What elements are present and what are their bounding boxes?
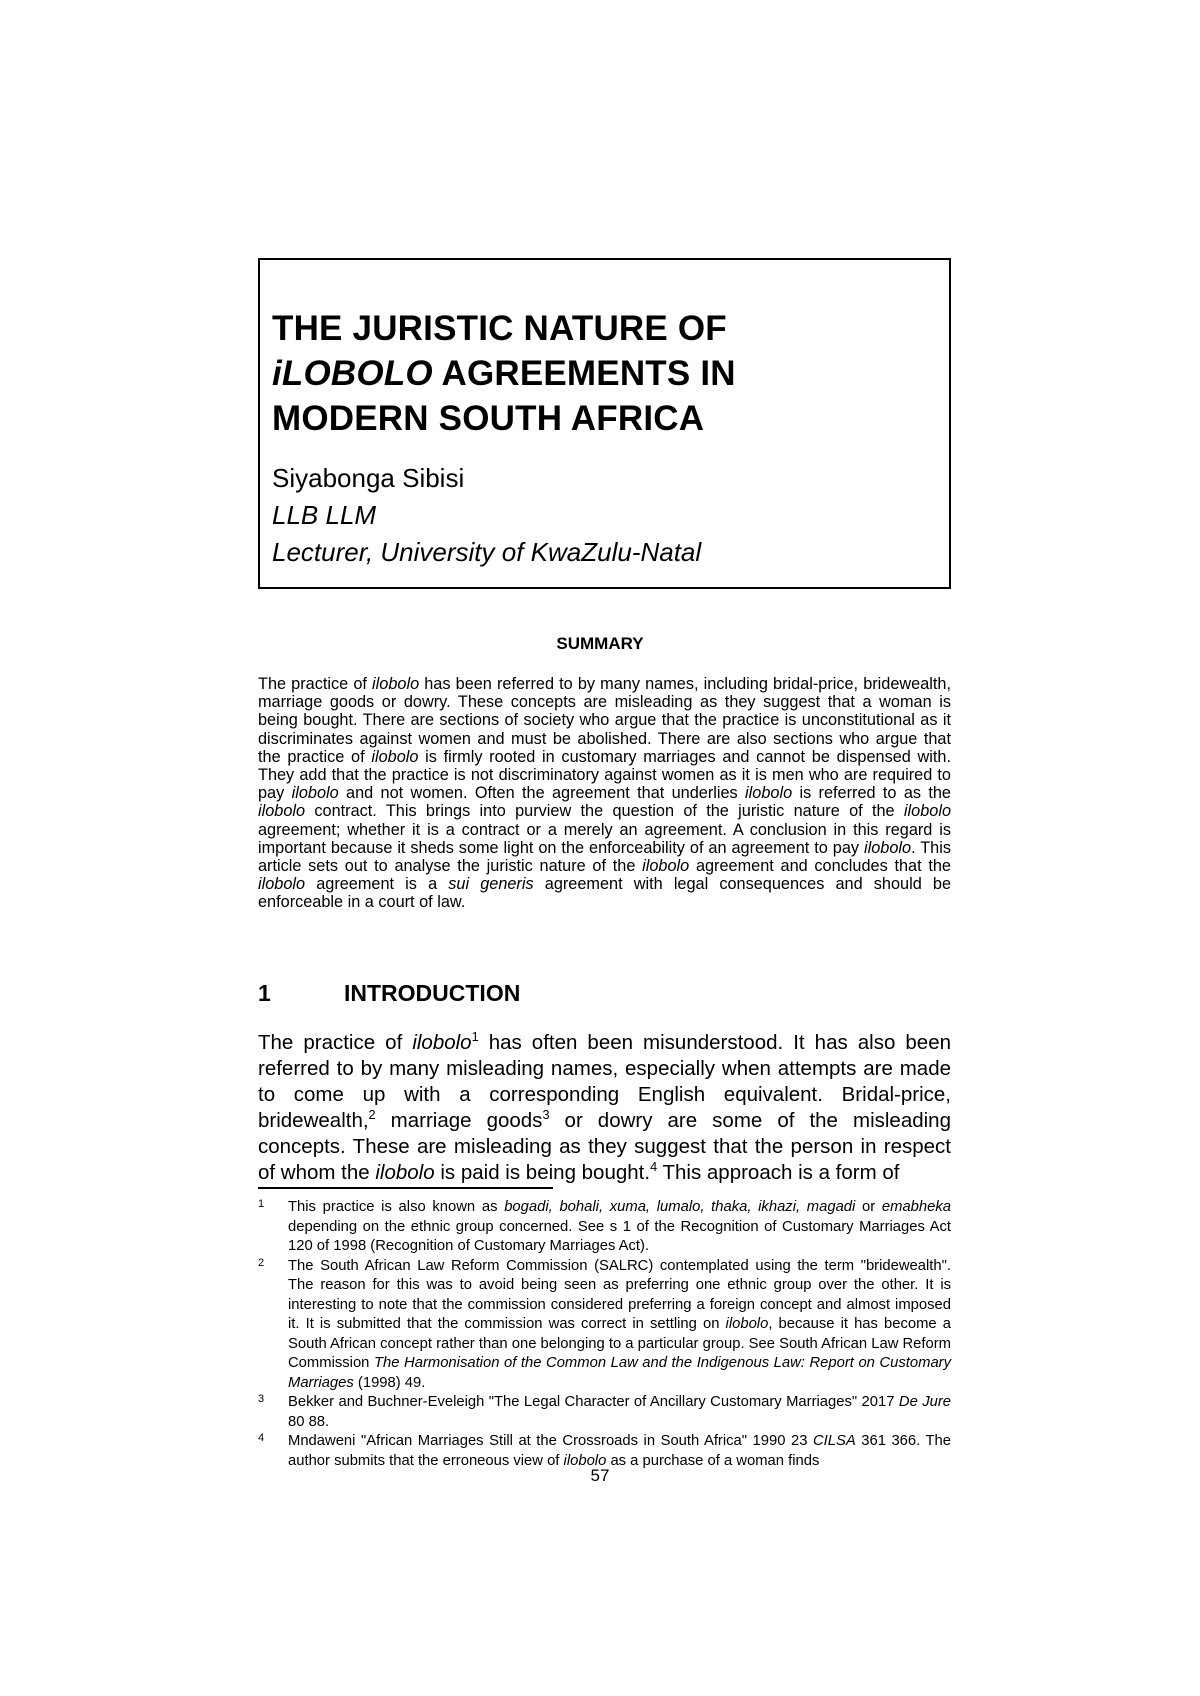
footnote-ref-2[interactable]: 2 bbox=[368, 1107, 376, 1123]
article-title bbox=[272, 306, 736, 441]
footnote-number: 3 bbox=[258, 1393, 265, 1405]
author-affiliation: Lecturer, University of KwaZulu-Natal bbox=[272, 537, 702, 567]
page-number: 57 bbox=[590, 1466, 610, 1485]
author-name: Siyabonga Sibisi bbox=[272, 463, 465, 493]
summary-heading: SUMMARY bbox=[556, 634, 644, 653]
footnote-ref-1[interactable]: 1 bbox=[471, 1029, 479, 1045]
title-line-1: THE JURISTIC NATURE OF bbox=[272, 309, 727, 348]
section-title: INTRODUCTION bbox=[344, 980, 521, 1006]
section-number: 1 bbox=[258, 980, 271, 1006]
title-line-2: AGREEMENTS IN bbox=[432, 354, 736, 393]
footnote-3: 3 Bekker and Buchner-Eveleigh "The Legal Character of Ancillary Customary Marriages" 2017 De Jure 80 88. bbox=[258, 1393, 951, 1432]
author-block bbox=[272, 460, 701, 571]
footnote-2: 2 The South African Law Reform Commission (SALRC) contemplated using the term "bridewealth". The reason for this was to avoid being seen as preferring one ethnic group over the other. It is interesting to note that the commission considered preferring a foreign concept and almost imposed it. It is submitted that the commission was correct in settling on ilobolo, because it has become a South African concept rather than one belonging to a particular group. See South African Law Reform Commission The Harmonisation of the Common Law and the Indigenous Law: Report on Customary Marriages (1998) 49. bbox=[258, 1257, 951, 1394]
footnote-number: 2 bbox=[258, 1256, 265, 1269]
title-line-3: MODERN SOUTH AFRICA bbox=[272, 399, 705, 438]
section-heading-introduction bbox=[258, 980, 951, 1007]
footnote-number: 1 bbox=[258, 1198, 265, 1210]
title-box bbox=[258, 258, 951, 589]
footnotes-list bbox=[258, 1198, 951, 1471]
footnote-number: 4 bbox=[258, 1432, 265, 1444]
introduction-paragraph: The practice of ilobolo$^1$ has often been misunderstood. It has also been referred to by many misleading names, especially when attempts are made to come up with a corresponding English equivalent. Bridal-price, bridewealth,$^2$ marriage goods$^3$ or dowry are some of the misleading concepts. These are misleading as they suggest that the person in respect of whom the ilobolo is paid is being bought.$^4$ This approach is a form of bbox=[258, 1029, 951, 1184]
footnote-separator bbox=[258, 1187, 553, 1189]
title-ilobolo: iLOBOLO bbox=[272, 354, 433, 393]
footnote-1: 1 This practice is also known as bogadi, bohali, xuma, lumalo, thaka, ikhazi, magadi or emabheka depending on the ethnic group concerned. See s 1 of the Recognition of Customary Marriages Act 120 of 1998 (Recognition of Customary Marriages Act). bbox=[258, 1198, 951, 1257]
footnote-ref-3[interactable]: 3 bbox=[542, 1107, 550, 1123]
footnote-4: 4 Mndaweni "African Marriages Still at the Crossroads in South Africa" 1990 23 CILSA 361 366. The author submits that the erroneous view of ilobolo as a purchase of a woman finds bbox=[258, 1432, 951, 1471]
footnote-ref-4[interactable]: 4 bbox=[650, 1159, 658, 1175]
author-degrees: LLB LLM bbox=[272, 500, 377, 530]
summary-text: The practice of ilobolo has been referred to by many names, including bridal-price, bridewealth, marriage goods or dowry. These concepts are misleading as they suggest that a woman is being bought. There are sections of society who argue that the practice is unconstitutional as it discriminates against women and must be abolished. There are also sections who argue that the practice of ilobolo is firmly rooted in customary marriages and cannot be dispensed with. They add that the practice is not discriminatory against women as it is men who are required to pay ilobolo and not women. Often the agreement that underlies ilobolo is referred to as the ilobolo contract. This brings into purview the question of the juristic nature of the ilobolo agreement; whether it is a contract or a merely an agreement. A conclusion in this regard is important because it sheds some light on the enforceability of an agreement to pay ilobolo. This article sets out to analyse the juristic nature of the ilobolo agreement and concludes that the ilobolo agreement is a sui generis agreement with legal consequences and should be enforceable in a court of law. bbox=[258, 675, 951, 912]
